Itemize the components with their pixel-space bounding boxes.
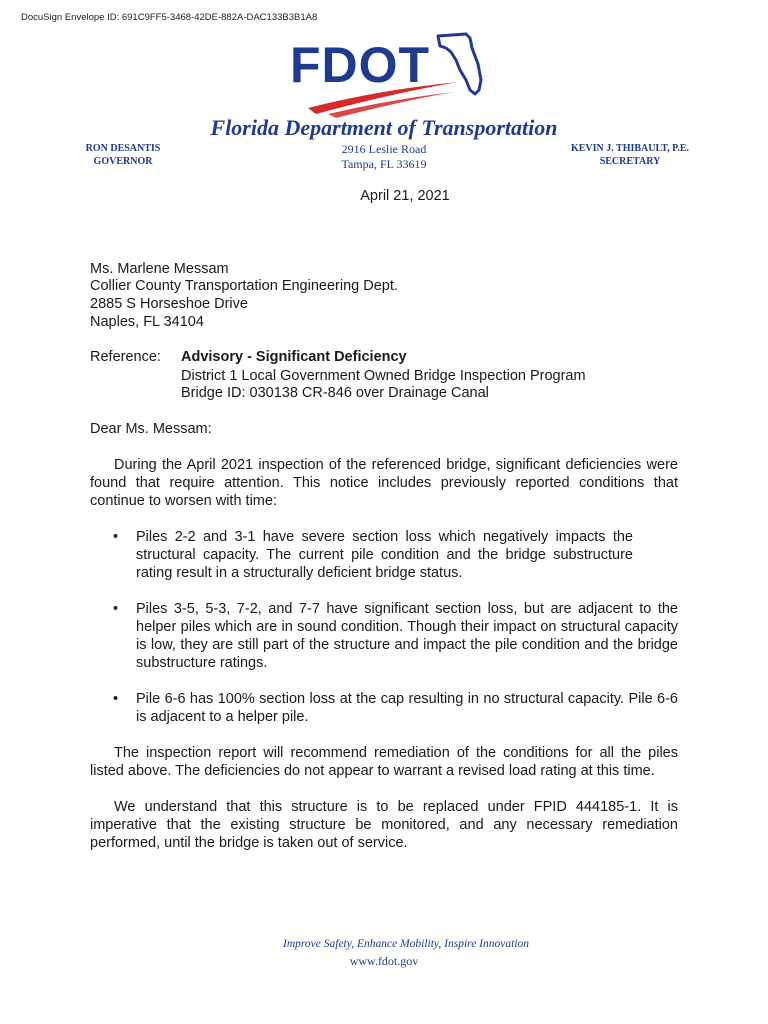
recipient-city: Naples, FL 34104 — [90, 314, 204, 330]
bullet-marker: • — [113, 529, 119, 545]
recipient-name: Ms. Marlene Messam — [90, 261, 229, 277]
bullet-piles-3-5-5-3-7-2-7-7: Piles 3-5, 5-3, 7-2, and 7-7 have significant section loss, but are adjacent to the helper piles which are in sound condition. Though their impact on structural capacity is low, they are still part of the structure and impact the pile condition and the bridge substructure ratings. — [136, 601, 678, 671]
secretary-block — [560, 142, 700, 168]
replacement-paragraph: We understand that this structure is to be replaced under FPID 444185-1. It is imperative that the existing structure be monitored, and any necessary remediation performed, until the bridge is taken out of service. — [90, 799, 678, 851]
secretary-name: KEVIN J. THIBAULT, P.E. — [570, 143, 690, 154]
secretary-title: SECRETARY — [599, 156, 661, 167]
recipient-department: Collier County Transportation Engineering Dept. — [90, 278, 398, 294]
reference-subject: Advisory - Significant Deficiency — [181, 349, 407, 365]
agency-name: Florida Department of Transportation — [210, 115, 558, 140]
reference-program: District 1 Local Government Owned Bridge Inspection Program — [181, 368, 586, 384]
docusign-envelope-id: DocuSign Envelope ID: 691C9FF5-3468-42DE-882A-DAC133B3B1A8 — [21, 12, 318, 23]
reference-bridge: Bridge ID: 030138 CR-846 over Drainage Canal — [181, 385, 489, 401]
florida-state-outline-icon — [438, 34, 481, 94]
recipient-street: 2885 S Horseshoe Drive — [90, 296, 248, 312]
footer-website-link[interactable]: www.fdot.gov — [349, 954, 419, 968]
letter-date: April 21, 2021 — [360, 188, 450, 204]
salutation: Dear Ms. Messam: — [90, 421, 212, 437]
intro-paragraph: During the April 2021 inspection of the referenced bridge, significant deficiencies were found that require attention. This notice includes previously reported conditions that continue to worsen with time: — [90, 457, 678, 509]
footer-slogan: Improve Safety, Enhance Mobility, Inspire Innovation — [282, 938, 530, 950]
governor-name: RON DESANTIS — [85, 143, 161, 154]
agency-address-street: 2916 Leslie Road — [341, 142, 427, 156]
bullet-marker: • — [113, 691, 119, 707]
governor-title: GOVERNOR — [93, 156, 153, 167]
reference-label: Reference: — [90, 349, 161, 365]
governor-block — [78, 142, 168, 168]
bullet-pile-6-6: Pile 6-6 has 100% section loss at the cap resulting in no structural capacity. Pile 6-6 is adjacent to a helper pile. — [136, 691, 678, 725]
logo-text: FDOT — [290, 37, 431, 93]
bullet-piles-2-2-3-1: Piles 2-2 and 3-1 have severe section loss which negatively impacts the structural capacity. The current pile condition and the bridge substructure rating result in a structurally deficient bridge status. — [136, 529, 633, 581]
remediation-paragraph: The inspection report will recommend remediation of the conditions for all the piles listed above. The deficiencies do not appear to warrant a revised load rating at this time. — [90, 745, 678, 779]
fdot-logo — [288, 30, 483, 120]
bullet-marker: • — [113, 601, 119, 617]
agency-address-city: Tampa, FL 33619 — [341, 157, 427, 171]
